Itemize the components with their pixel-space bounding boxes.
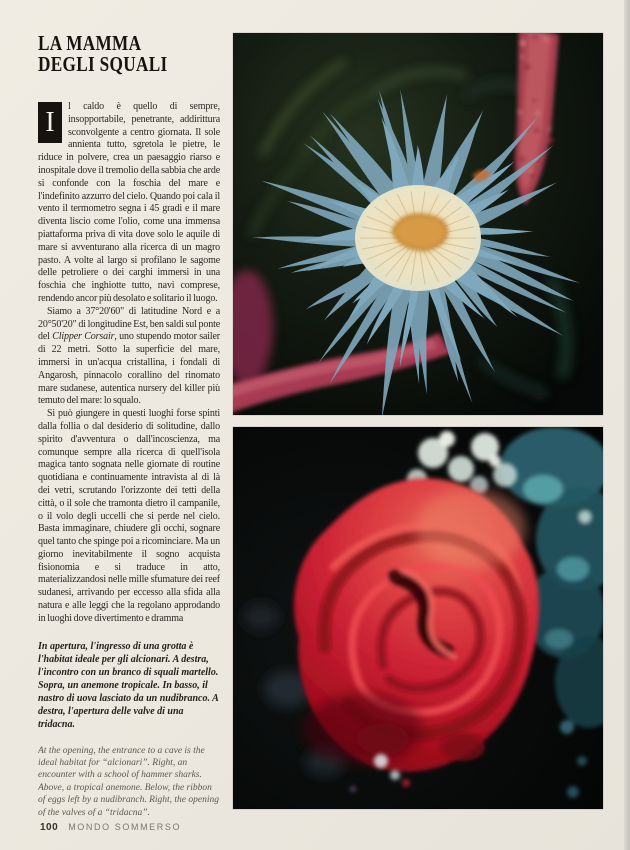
- photo-tropical-anemone: [233, 33, 603, 415]
- text-column: [38, 101, 220, 816]
- article-title-line1: LA MAMMA: [38, 31, 142, 55]
- paragraph-2-text-a: Siamo a 37°20'60" di latitudine Nord e a 20°50'20" di longitudine Est, ben saldi sul ponte del: [38, 305, 220, 343]
- page-edge: [624, 0, 630, 850]
- paragraph-2: [38, 306, 220, 408]
- dropcap: I: [38, 102, 62, 143]
- egg-ribbon-illustration: [233, 427, 603, 809]
- caption-italian: In apertura, l'ingresso di una grotta è l'habitat ideale per gli alcionari. A destra, l'incontro con un branco di squali martello. Sopra, un anemone tropicale. In basso, il nastro di uova lasciato da un nudibranco. A destra, l'apertura delle valve di una tridacna.: [38, 640, 219, 730]
- anemone-illustration: [233, 33, 603, 415]
- caption-english: At the opening, the entrance to a cave is the ideal habitat for “alcionari”. Right, an encounter with a school of hammer sharks. Above, a tropical anemone. Below, the ribbon of eggs left by a nudibranch. Right, the opening of the valves of a “tridacna”.: [38, 745, 220, 816]
- article-body: [38, 101, 220, 626]
- article-title: [38, 33, 230, 75]
- boat-name: Clipper Corsair: [52, 331, 115, 343]
- magazine-name: MONDO SOMMERSO: [68, 822, 182, 832]
- paragraph-2-text-b: , uno stupendo motor sailer di 22 metri. Sotto la superficie del mare, immersi in un'acqua cristallina, i fondali di Angarosh, pinnacolo corallino del rinomato mare sudanese, autentica nursery del killer più temuto del mare: lo squalo.: [38, 331, 220, 407]
- paragraph-1-text: l caldo è quello di sempre, insopportabile, penetrante, addirittura sconvolgente a centro giornata. Il sole annienta tutto, sgretola le pietre, le riduce in polvere, crea un paesaggio riarso e inospitale dove il tremolio della sabbia che arde si confonde con la foschia del mare e l'indefinito azzurro del cielo. Quando poi cala il vento il termometro segna i 45 gradi e il mare diventa liscio come l'olio, come una immensa piattaforma priva di vita dove solo le aquile di mare si avventurano alla ricerca di un magro pasto. A volte al largo si profilano le sagome delle petroliere o dei carghi immersi in una foschia che inghiotte tutto, navi comprese, rendendo ancor più desolato e solitario il luogo.: [38, 101, 220, 304]
- page-footer: [40, 822, 181, 833]
- article-title-line2: DEGLI SQUALI: [38, 52, 168, 76]
- page-number: 100: [40, 822, 59, 833]
- photo-nudibranch-egg-ribbon: [233, 427, 603, 809]
- paragraph-1: [38, 101, 220, 306]
- paragraph-3: Si può giungere in questi luoghi forse spinti dalla follia o dal desiderio di solitudine, dallo spirito d'avventura o dall'incoscienza, ma comunque sempre alla ricerca di quell'isola magica tanto sognata nelle giornate di routine quotidiana e continuamente intravista al di là dei vetri, scrutando l'orizzonte dei tetti della città, o il sole che tramonta dietro il campanile, o il volo degli uccelli che si perde nel cielo. Basta immaginare, chiudere gli occhi, sognare quel tanto che spinge poi a ricominciare. Ma un giorno inevitabilmente il sogno acquista fisionomia e si traduce in atto, materializzandosi nelle mille sfumature dei reef sudanesi, arrivando per eccesso alla sfida alla natura e alle leggi che la regolano approdando in luoghi dove divertimento e dramma: [38, 408, 220, 624]
